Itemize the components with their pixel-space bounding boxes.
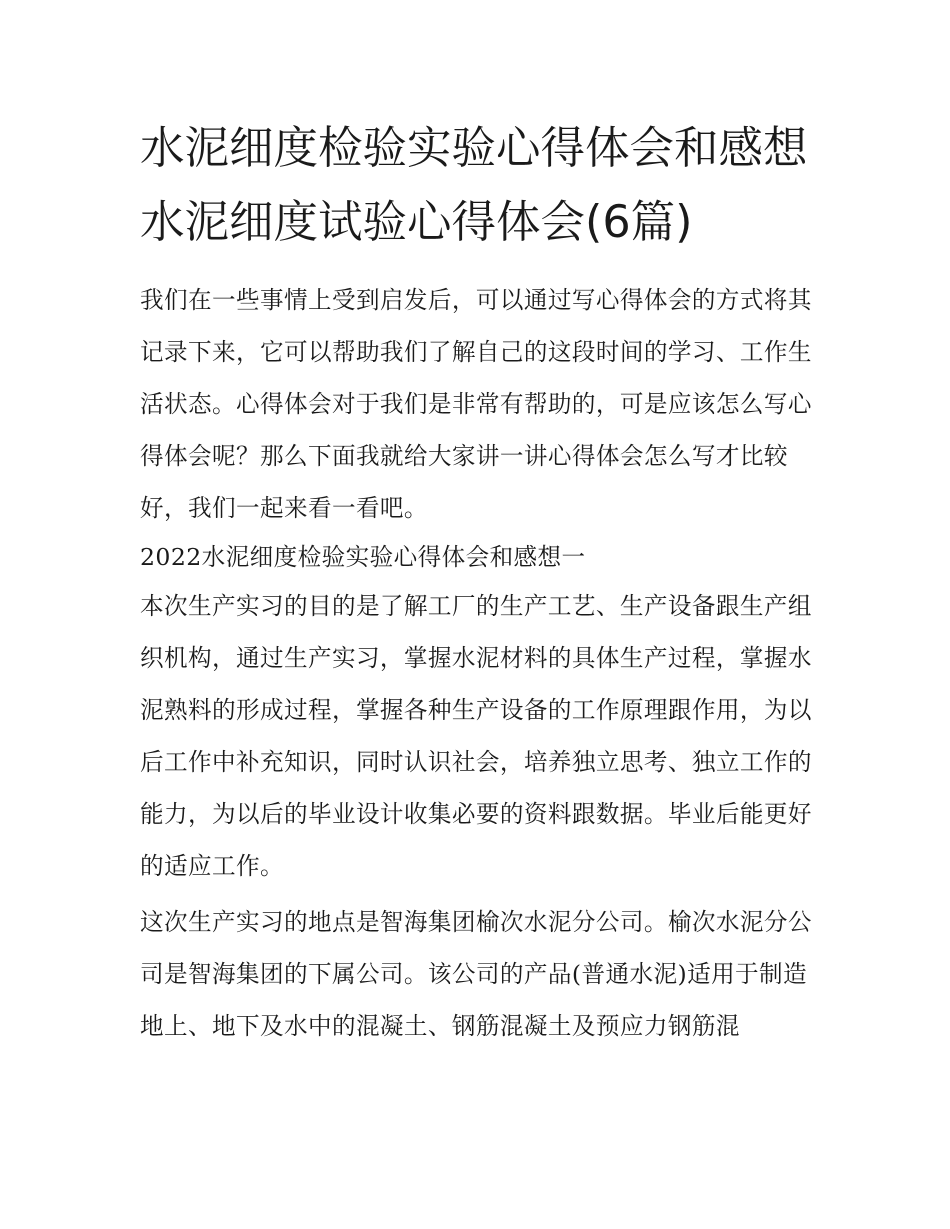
section-heading: 2022水泥细度检验实验心得体会和感想一 <box>140 543 586 571</box>
intro-paragraph: 我们在一些事情上受到启发后，可以通过写心得体会的方式将其记录下来，它可以帮助我们了解自己的这段时间的学习、工作生活状态。心得体会对于我们是非常有帮助的，可是应该怎么写心得体会呢？那么下面我就给大家讲一讲心得体会怎么写才比较好，我们一起来看一看吧。 <box>140 286 812 522</box>
document-page <box>140 112 812 1052</box>
body-paragraph-location: 这次生产实习的地点是智海集团榆次水泥分公司。榆次水泥分公司是智海集团的下属公司。该公司的产品(普通水泥)适用于制造地上、地下及水中的混凝土、钢筋混凝土及预应力钢筋混 <box>140 908 812 1040</box>
body-paragraph-purpose: 本次生产实习的目的是了解工厂的生产工艺、生产设备跟生产组织机构，通过生产实习，掌握水泥材料的具体生产过程，掌握水泥熟料的形成过程，掌握各种生产设备的工作原理跟作用，为以后工作中补充知识，同时认识社会，培养独立思考、独立工作的能力，为以后的毕业设计收集必要的资料跟数据。毕业后能更好的适应工作。 <box>140 592 812 880</box>
document-title: 水泥细度检验实验心得体会和感想 水泥细度试验心得体会(6篇) <box>140 123 808 248</box>
